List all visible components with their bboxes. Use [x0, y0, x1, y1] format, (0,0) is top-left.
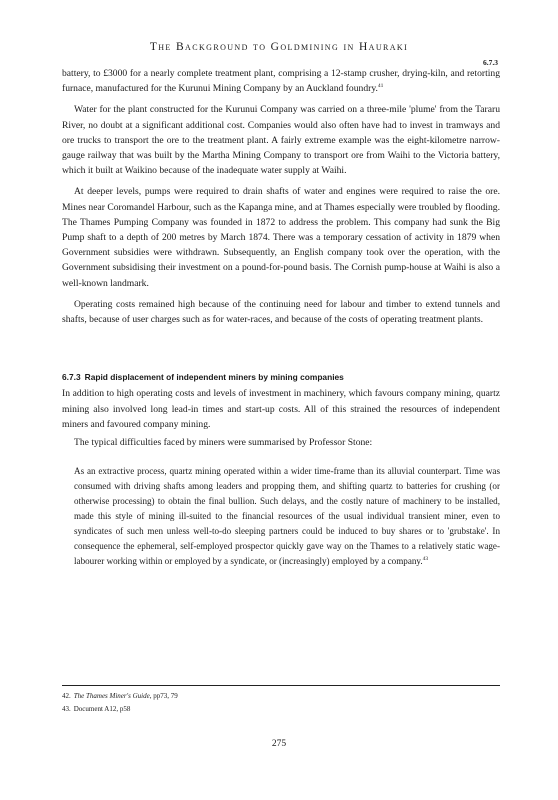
page-number: 275	[271, 739, 287, 749]
footnote	[62, 703, 500, 716]
footnote-title: The Thames Miner's Guide	[73, 692, 150, 700]
section-number: 6.7.3	[483, 58, 498, 67]
paragraph: In addition to high operating costs and levels of investment in machinery, which favours company mining, quartz mining also involved long lead-in times and start-up costs. All of this strained the resources of independent miners and favoured company mining.	[62, 388, 500, 430]
footnote-number: 42.	[62, 692, 71, 700]
paragraph: Operating costs remained high because of the continuing need for labour and timber to extend tunnels and shafts, because of user charges such as for water-races, and because of the costs of operating treatment plants.	[62, 298, 500, 326]
footnotes	[62, 690, 500, 715]
footnote-text: , pp73, 79	[149, 692, 178, 700]
footnote-ref: 43	[422, 556, 429, 563]
paragraph-text: battery, to £3000 for a nearly complete treatment plant, comprising a 12-stamp crusher, drying-kiln, and retorting furnace, manufactured for the Kurunui Mining Company by an Auckland foundry.	[62, 68, 500, 95]
footnote	[62, 690, 500, 703]
paragraph	[62, 66, 500, 96]
paragraph: The typical difficulties faced by miners were summarised by Professor Stone:	[74, 437, 373, 449]
footnote-text: Document A12, p58	[73, 704, 131, 713]
footnote-divider	[62, 685, 500, 686]
section-heading-title: Rapid displacement of independent miners by mining companies	[84, 372, 344, 383]
footnote-number: 43.	[62, 704, 71, 713]
quote-text: As an extractive process, quartz mining operated within a wider time-frame than its alluvial counterpart. Time was consumed with driving shafts among leaders and propping them, and shifting quartz to batteries for crushing (or otherwise processing) to obtain the final bullion. Such delays, and the costly nature of machinery to be installed, made this style of mining ill-suited to the financial resources of the usual individual transient miner, even to syndicates of such men unless well-to-do sleeping partners could be induced to buy shares or to 'grubstake'. In consequence the ephemeral, self-employed prospector quickly gave way on the Thames to a relatively static wage-labourer working within or employed by a syndicate, or (increasingly) employed by a company.	[74, 466, 500, 567]
body-text	[62, 66, 500, 569]
paragraph: Water for the plant constructed for the Kurunui Company was carried on a three-mile 'plume' from the Tararu River, no doubt at a significant additional cost. Companies would also often have had to invest in tramways and ore trucks to transport the ore to the treatment plant. A fairly extreme example was the eight-kilometre narrow-gauge railway that was built by the Martha Mining Company to transport ore from Waihi to the Victoria battery, which it built at Waikino because of the inadequate water supply at Waihi.	[62, 104, 500, 177]
running-head: The Background to Goldmining in Hauraki	[149, 41, 409, 53]
block-quote	[74, 464, 500, 569]
paragraph: At deeper levels, pumps were required to drain shafts of water and engines were required to raise the ore. Mines near Coromandel Harbour, such as the Kapanga mine, and at Thames especially were troubled by flooding. The Thames Pumping Company was founded in 1872 to address the problem. This company had sunk the Big Pump shaft to a depth of 200 metres by March 1874. There was a temporary cessation of activity in 1879 when Government subsidies were withdrawn. Subsequently, an English company took over the operation, with the Government subsidising their investment on a pound-for-pound basis. The Cornish pump-house at Waihi is also a well-known landmark.	[62, 186, 500, 289]
section-heading-number: 6.7.3	[62, 372, 81, 383]
section-heading	[62, 370, 500, 385]
footnote-ref: 41	[377, 83, 384, 90]
